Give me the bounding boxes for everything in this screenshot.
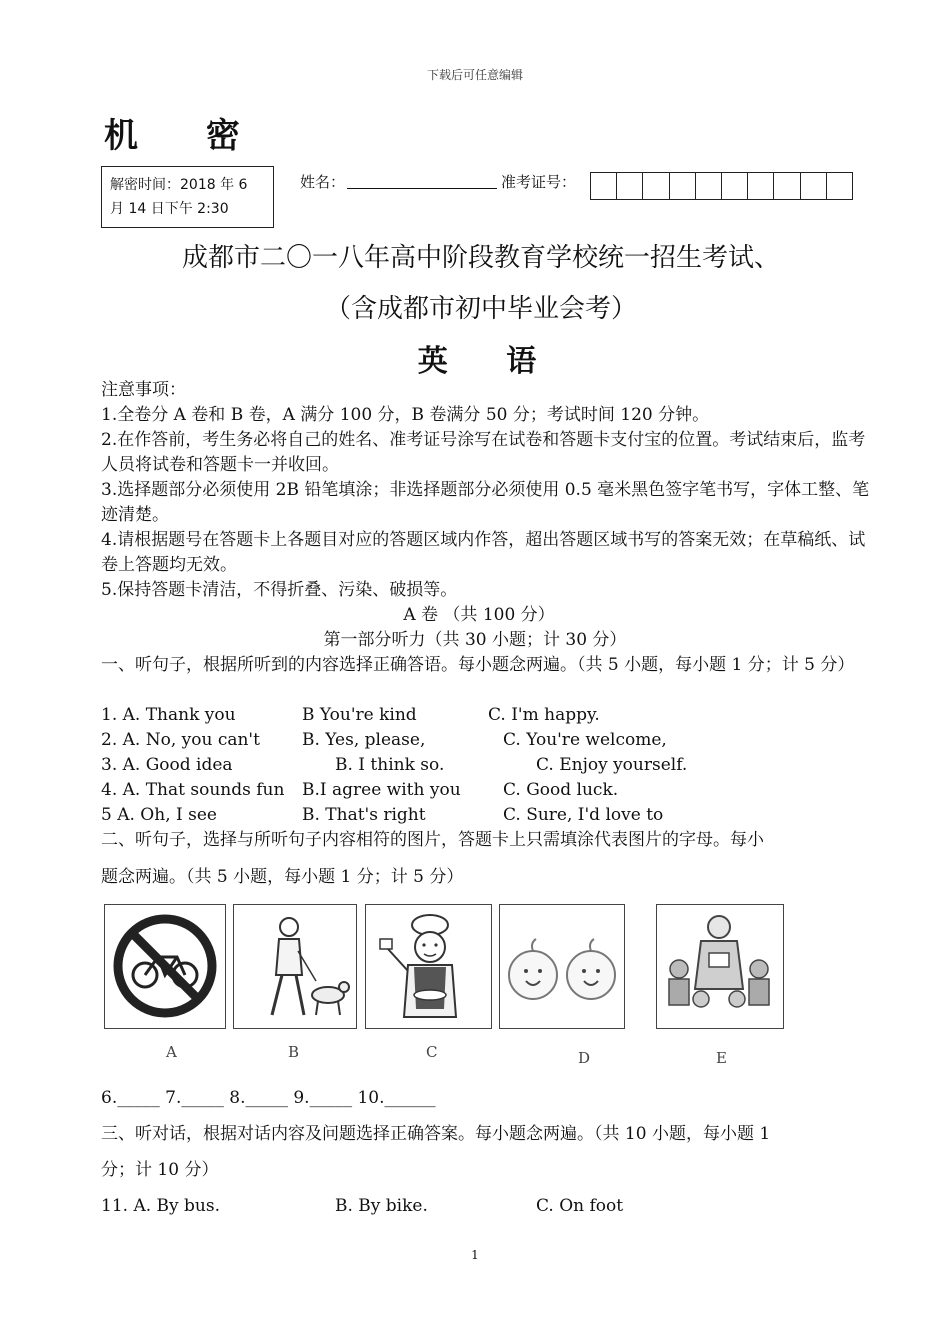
page-number: 1 <box>471 1248 479 1262</box>
picture-no-bike <box>104 904 226 1029</box>
note-item: 2.在作答前，考生务必将自己的姓名、准考证号涂写在试卷和答题卡支付宝的位置。考试结束后，监考人员将试卷和答题卡一并收回。 <box>101 430 866 475</box>
exam-title-line-1: 成都市二〇一八年高中阶段教育学校统一招生考试、 <box>181 243 780 273</box>
note-item: 5.保持答题卡清洁，不得折叠、污染、破损等。 <box>101 580 458 600</box>
note-item: 1.全卷分 A 卷和 B 卷，A 满分 100 分，B 卷满分 50 分；考试时间 120 分钟。 <box>101 405 710 425</box>
picture-walking-dog <box>233 904 357 1029</box>
exam-number-label: 准考证号： <box>501 173 577 191</box>
picture-oranges <box>499 904 625 1029</box>
part1-heading: 第一部分听力（共 30 小题；计 30 分） <box>323 630 627 650</box>
oranges-icon <box>500 905 623 1027</box>
exam-number-boxes[interactable] <box>590 172 853 200</box>
option-c: C. Sure, I'd love to <box>503 805 664 825</box>
section2-instruction-line-2: 题念两遍。（共 5 小题，每小题 1 分；计 5 分） <box>101 867 464 887</box>
option-a: 2. A. No, you can't <box>101 730 260 750</box>
option-a: 11. A. By bus. <box>101 1196 220 1216</box>
section3-instruction-line-1: 三、听对话，根据对话内容及问题选择正确答案。每小题念两遍。（共 10 小题，每小题 1 <box>101 1124 771 1144</box>
picture-story-time <box>656 904 784 1029</box>
option-c: C. I'm happy. <box>488 705 600 725</box>
option-b: B You're kind <box>302 705 417 725</box>
option-c: C. Enjoy yourself. <box>536 755 688 775</box>
declassify-box <box>101 166 274 228</box>
section3-instruction-line-2: 分；计 10 分） <box>101 1160 219 1180</box>
section2-answer-line: 6._____ 7._____ 8._____ 9._____ 10.______ <box>101 1088 436 1108</box>
picture-label-d: D <box>578 1049 591 1067</box>
person-walking-dog-icon <box>234 905 355 1027</box>
no-bike-sign-icon <box>105 905 224 1027</box>
name-label: 姓名： <box>300 173 346 191</box>
section1-instruction: 一、听句子，根据所听到的内容选择正确答语。每小题念两遍。（共 5 小题，每小题 1 分；计 5 分） <box>101 655 855 675</box>
declassify-line-2: 月 14 日下午 2:30 <box>110 201 229 217</box>
option-a: 4. A. That sounds fun <box>101 780 285 800</box>
option-c: C. Good luck. <box>503 780 619 800</box>
cook-icon <box>366 905 490 1027</box>
notes-block <box>101 378 871 603</box>
picture-cook <box>365 904 492 1029</box>
name-field[interactable] <box>347 174 497 189</box>
option-b: B. Yes, please, <box>302 730 426 750</box>
note-item: 3.选择题部分必须使用 2B 铅笔填涂；非选择题部分必须使用 0.5 毫米黑色签字笔书写，字体工整、笔迹清楚。 <box>101 480 870 525</box>
note-item: 4.请根据题号在答题卡上各题目对应的答题区域内作答，超出答题区域书写的答案无效；在草稿纸、试卷上答题均无效。 <box>101 530 866 575</box>
classification-mark: 机 密 <box>104 116 268 156</box>
paper-a-heading: A 卷 （共 100 分） <box>403 605 555 625</box>
picture-label-c: C <box>426 1043 438 1061</box>
picture-label-e: E <box>716 1049 727 1067</box>
exam-title-line-2: （含成都市初中毕业会考） <box>324 294 637 324</box>
notes-heading: 注意事项： <box>101 380 186 400</box>
subject-title: 英 语 <box>417 344 561 379</box>
option-c: C. You're welcome, <box>503 730 667 750</box>
option-b: B. I think so. <box>335 755 445 775</box>
declassify-line-1: 解密时间：2018 年 6 <box>110 177 248 193</box>
option-a: 3. A. Good idea <box>101 755 233 775</box>
option-b: B. That's right <box>302 805 426 825</box>
identity-line <box>300 171 576 192</box>
picture-label-a: A <box>166 1043 177 1061</box>
option-a: 1. A. Thank you <box>101 705 236 725</box>
option-b: B. By bike. <box>335 1196 428 1216</box>
option-a: 5 A. Oh, I see <box>101 805 217 825</box>
page-header-note: 下载后可任意编辑 <box>426 68 523 82</box>
option-c: C. On foot <box>536 1196 624 1216</box>
picture-label-b: B <box>288 1043 300 1061</box>
section2-instruction-line-1: 二、听句子，选择与所听句子内容相符的图片，答题卡上只需填涂代表图片的字母。每小 <box>101 830 764 850</box>
reading-to-children-icon <box>657 905 782 1027</box>
option-b: B.I agree with you <box>302 780 461 800</box>
